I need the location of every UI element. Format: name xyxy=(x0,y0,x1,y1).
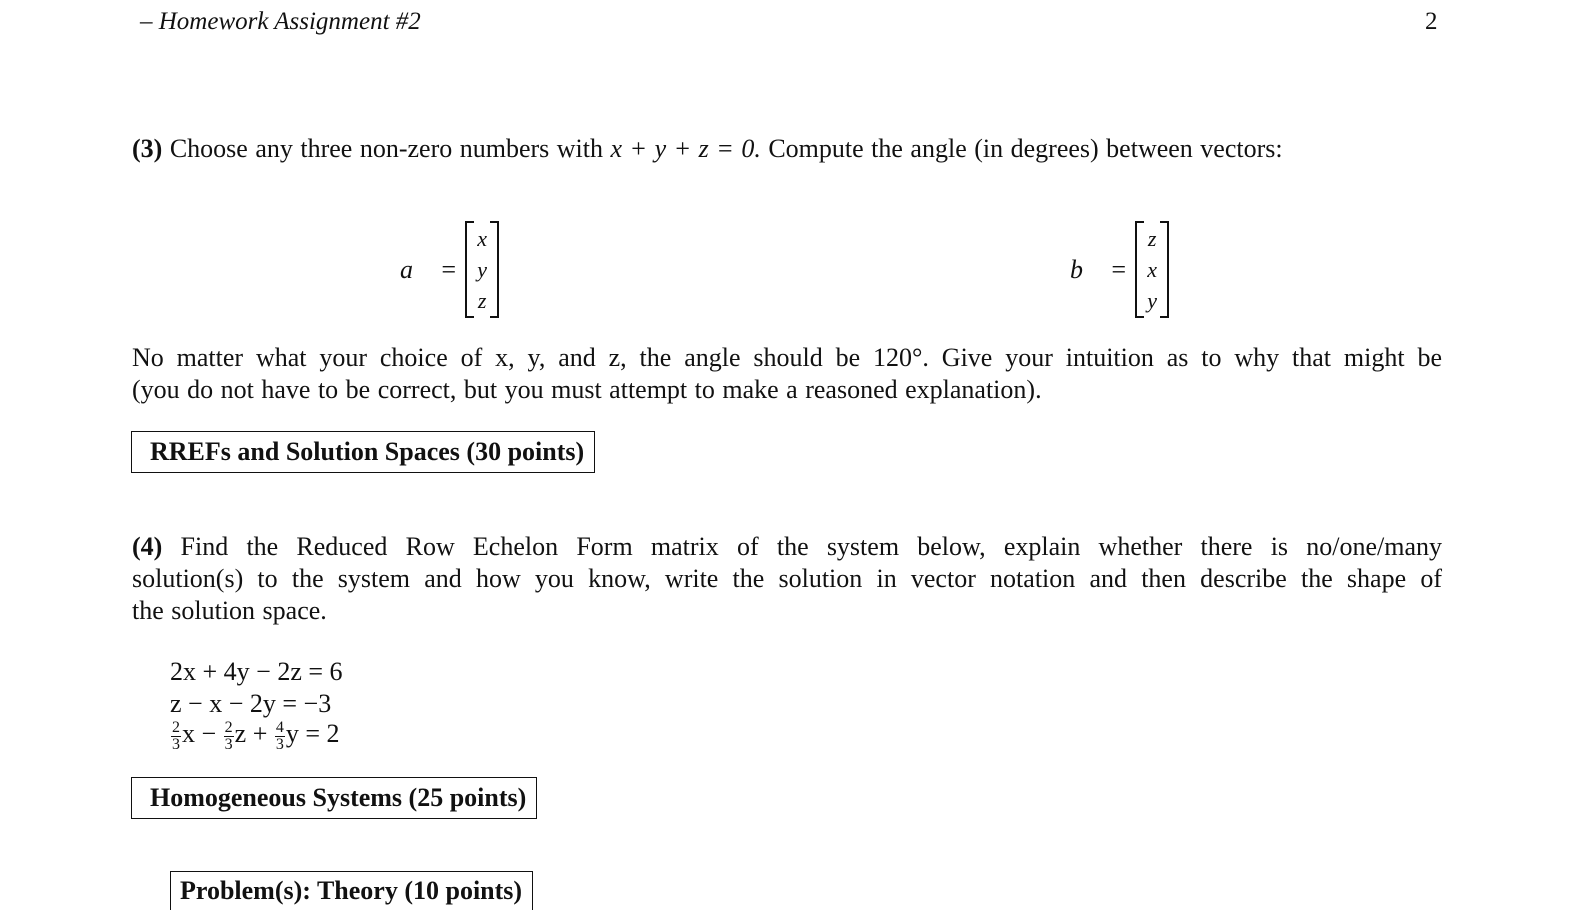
problem-3-followup-line-2: (you do not have to be correct, but you must attempt to make a reasoned explanation). xyxy=(132,375,1042,404)
vector-b-matrix xyxy=(1135,221,1169,318)
problem-3-followup-line-1: No matter what your choice of x, y, and z, the angle should be 120°. Give your intuition as to why that might be xyxy=(132,343,1442,372)
vector-a-entry: y xyxy=(477,257,488,282)
equation-3 xyxy=(170,718,340,753)
fraction: $\frac{2}{3}$ xyxy=(172,718,180,753)
vector-b-entry: y xyxy=(1147,288,1158,313)
header-title: – Homework Assignment #2 xyxy=(140,8,421,35)
problem-4-line-1 xyxy=(132,531,1442,563)
fraction: $\frac{2}{3}$ xyxy=(224,718,233,753)
vector-a-label: a⃗ = xyxy=(400,254,458,284)
problem-4-number: (4) xyxy=(132,532,163,561)
fraction: $\frac{4}{3}$ xyxy=(275,718,284,753)
section-heading-theory: Problem(s): Theory (10 points) xyxy=(170,871,533,910)
problem-3-text-b: Compute the angle (in degrees) between vectors: xyxy=(768,134,1283,163)
problem-3-condition: x + y + z = 0. xyxy=(610,134,761,163)
vector-b xyxy=(1070,221,1169,318)
equation-3-term: x − xyxy=(182,719,217,748)
section-heading-homogeneous: Homogeneous Systems (25 points) xyxy=(131,777,537,819)
vector-a xyxy=(400,221,499,318)
problem-4-line-1-text: Find the Reduced Row Echelon Form matrix of the system below, explain whether there is no/one/many xyxy=(180,532,1442,561)
equation-3-term: y = 2 xyxy=(285,719,340,748)
equation-3-term: z + xyxy=(234,719,268,748)
section-heading-rrefs: RREFs and Solution Spaces (30 points) xyxy=(131,431,595,473)
equation-1: 2x + 4y − 2z = 6 xyxy=(170,657,343,686)
page-number: 2 xyxy=(1425,8,1438,35)
problem-3-statement xyxy=(132,133,1442,165)
problem-3-followup xyxy=(132,342,1442,406)
vector-b-label: b⃗ = xyxy=(1070,254,1128,284)
problem-4-line-3: the solution space. xyxy=(132,596,327,625)
vector-a-matrix xyxy=(465,221,499,318)
vector-b-entry: x xyxy=(1147,257,1158,282)
problem-4-line-2: solution(s) to the system and how you know, write the solution in vector notation and then describe the shape of xyxy=(132,564,1442,593)
vector-b-entry: z xyxy=(1147,226,1157,251)
problem-3-text-a: Choose any three non-zero numbers with xyxy=(169,134,603,163)
vector-a-entry: x xyxy=(477,226,488,251)
problem-4-statement xyxy=(132,531,1442,627)
problem-3-number: (3) xyxy=(132,134,163,163)
vector-a-entry: z xyxy=(477,288,487,313)
equation-2: z − x − 2y = −3 xyxy=(170,689,332,718)
